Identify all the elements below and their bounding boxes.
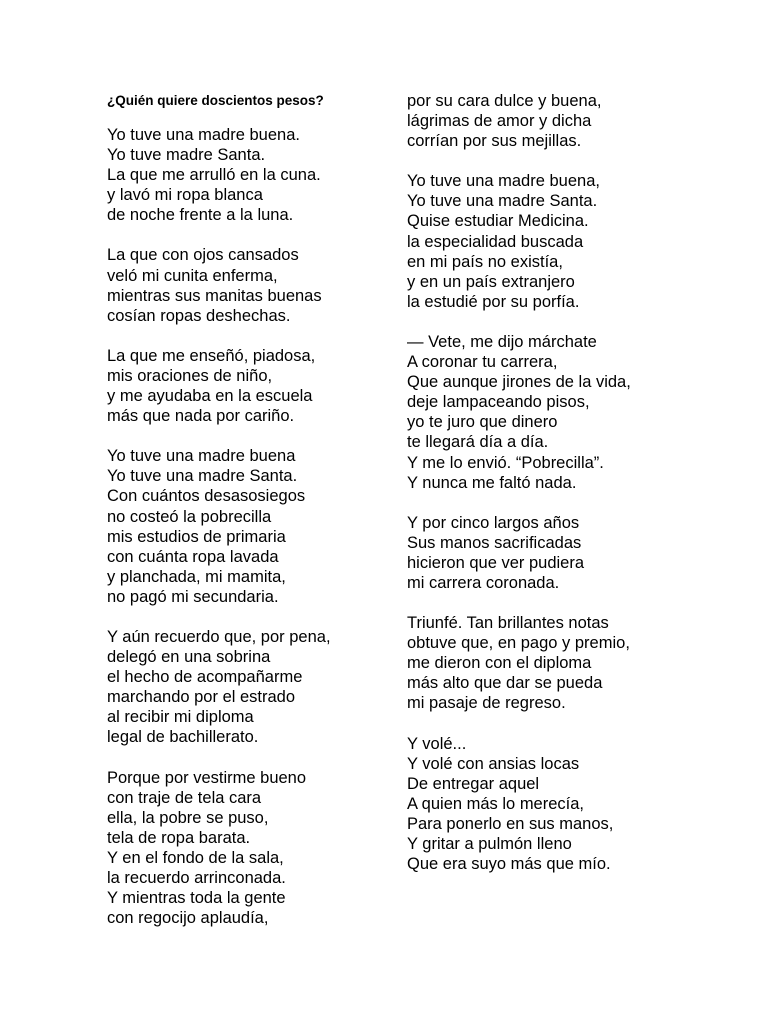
poem-line: Yo tuve una madre Santa. <box>407 192 598 211</box>
poem-line: mientras sus manitas buenas <box>107 286 322 305</box>
poem-line: Yo tuve una madre Santa. <box>107 467 298 486</box>
poem-line: Y volé... <box>407 734 467 753</box>
poem-line: más alto que dar se pueda <box>407 674 603 693</box>
poem-line: Con cuántos desasosiegos <box>107 487 306 506</box>
poem-line: mi carrera coronada. <box>407 573 560 592</box>
stanza <box>407 332 707 493</box>
poem-line: por su cara dulce y buena, <box>407 92 602 110</box>
poem-line: Y aún recuerdo que, por pena, <box>107 627 331 646</box>
poem-line: mis oraciones de niño, <box>107 366 273 385</box>
poem-line: Que era suyo más que mío. <box>407 855 611 874</box>
poem-line: y me ayudaba en la escuela <box>107 387 313 406</box>
poem-line: Porque por vestirme bueno <box>107 768 307 787</box>
poem-left-column <box>107 91 377 948</box>
poem-line: Yo tuve una madre buena <box>107 447 296 466</box>
poem-line: La que con ojos cansados <box>107 246 299 265</box>
stanza <box>407 513 707 593</box>
poem-line: Y nunca me faltó nada. <box>407 473 577 492</box>
poem-line: Y me lo envió. “Pobrecilla”. <box>407 453 604 472</box>
poem-line: lágrimas de amor y dicha <box>407 112 592 131</box>
poem-line: con regocijo aplaudía, <box>107 909 269 928</box>
stanza <box>107 245 377 325</box>
stanza <box>107 627 377 748</box>
poem-line: hicieron que ver pudiera <box>407 553 585 572</box>
poem-line: mis estudios de primaria <box>107 527 286 546</box>
poem-line: y en un país extranjero <box>407 272 575 291</box>
poem-line: al recibir mi diploma <box>107 708 254 727</box>
poem-line: Yo tuve una madre buena, <box>407 172 600 191</box>
poem-line: cosían ropas deshechas. <box>107 306 291 325</box>
poem-line: me dieron con el diploma <box>407 654 592 673</box>
poem-line: y lavó mi ropa blanca <box>107 186 263 205</box>
poem-line: Y gritar a pulmón lleno <box>407 835 572 853</box>
poem-line: legal de bachillerato. <box>107 728 259 747</box>
poem-right-column <box>407 91 707 894</box>
poem-line: no costeó la pobrecilla <box>107 507 272 526</box>
poem-line: la estudié por su porfía. <box>407 292 580 311</box>
stanza <box>107 125 377 225</box>
poem-line: Yo tuve una madre buena. <box>107 126 300 144</box>
stanza <box>407 91 707 151</box>
poem-line: más que nada por cariño. <box>107 407 295 426</box>
poem-line: con cuánta ropa lavada <box>107 547 279 566</box>
poem-line: con traje de tela cara <box>107 788 262 807</box>
poem-line: A quien más lo merecía, <box>407 794 585 813</box>
poem-line: Que aunque jirones de la vida, <box>407 373 631 392</box>
poem-line: corrían por sus mejillas. <box>407 132 582 151</box>
poem-title: ¿Quién quiere doscientos pesos? <box>107 93 324 108</box>
poem-line: te llegará día a día. <box>407 433 549 452</box>
poem-line: Para ponerlo en sus manos, <box>407 814 614 833</box>
poem-line: la recuerdo arrinconada. <box>107 869 286 887</box>
poem-line: Quise estudiar Medicina. <box>407 212 589 231</box>
stanza <box>107 446 377 607</box>
poem-line: yo te juro que dinero <box>407 413 558 432</box>
poem-line: veló mi cunita enferma, <box>107 266 278 285</box>
poem-line: tela de ropa barata. <box>107 828 251 847</box>
poem-line: Y por cinco largos años <box>407 513 580 532</box>
poem-line: ella, la pobre se puso, <box>107 808 269 827</box>
left-stanzas <box>107 125 377 928</box>
poem-line: Y en el fondo de la sala, <box>107 848 284 867</box>
poem-line: De entregar aquel <box>407 774 540 793</box>
poem-line: La que me arrulló en la cuna. <box>107 166 321 185</box>
stanza <box>107 768 377 929</box>
poem-line: obtuve que, en pago y premio, <box>407 634 630 653</box>
poem-line: no pagó mi secundaria. <box>107 587 279 606</box>
poem-line: delegó en una sobrina <box>107 648 271 667</box>
stanza <box>407 171 707 312</box>
poem-line: en mi país no existía, <box>407 252 563 271</box>
poem-line: Y mientras toda la gente <box>107 889 286 908</box>
poem-line: la especialidad buscada <box>407 232 584 251</box>
poem-line: y planchada, mi mamita, <box>107 567 286 586</box>
stanza <box>407 734 707 875</box>
poem-line: La que me enseñó, piadosa, <box>107 346 316 365</box>
poem-line: deje lampaceando pisos, <box>407 393 590 412</box>
poem-line: Triunfé. Tan brillantes notas <box>407 614 609 633</box>
stanza <box>407 613 707 713</box>
stanza <box>107 346 377 426</box>
poem-line: mi pasaje de regreso. <box>407 694 566 713</box>
poem-line: Sus manos sacrificadas <box>407 533 582 552</box>
poem-line: Y volé con ansias locas <box>407 754 580 773</box>
poem-line: el hecho de acompañarme <box>107 668 303 687</box>
poem-line: marchando por el estrado <box>107 688 296 707</box>
poem-line: Yo tuve madre Santa. <box>107 146 266 165</box>
poem-line: — Vete, me dijo márchate <box>407 332 597 351</box>
poem-line: de noche frente a la luna. <box>107 206 294 225</box>
poem-line: A coronar tu carrera, <box>407 353 558 372</box>
